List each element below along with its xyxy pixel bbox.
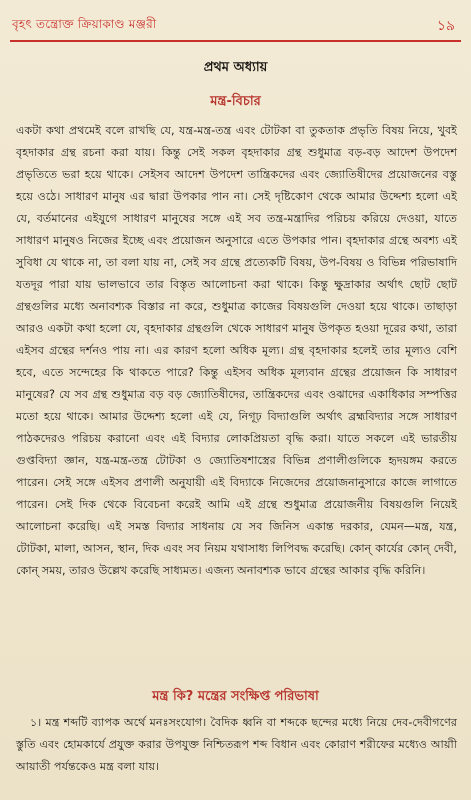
page-number: ১৯ <box>436 18 455 34</box>
running-header <box>10 16 461 42</box>
subsection-title: মন্ত্র কি? মন্ত্রের সংক্ষিপ্ত পরিভাষা <box>152 689 319 704</box>
clause-paragraph: ১। মন্ত্র শব্দটি ব্যাপক অর্থে মনঃসংযোগ। বৈদিক ধ্বনি বা শব্দকে ছন্দের মধ্যে নিয়ে দেব-দেবীগণের স্তুতি এবং হোমকার্যে প্রযুক্ত করার উপযুক্ত নিশ্চিতরূপ শব্দ বিধান এবং কোরাণ শরীফের মধ্যেও আয়াী আয়াতী পর্যন্তকেও মন্ত্র বলা যায়। <box>16 716 457 773</box>
running-title: বৃহৎ তন্ত্রোক্ত ক্রিয়াকাণ্ড মঞ্জরী <box>12 17 157 31</box>
section-body <box>16 120 457 582</box>
section-title: মন্ত্র-বিচার <box>210 94 261 109</box>
subsection-body <box>16 712 457 778</box>
section-paragraph: একটা কথা প্রথমেই বলে রাখছি যে, যন্ত্র-মন্ত্র-তন্ত্র এবং টোটকা বা তুকতাক প্রভৃতি বিষয় নিয়ে, খুবই বৃহদাকার গ্রন্থ রচনা করা যায়। কিন্তু সেই সকল বৃহদাকার গ্রন্থ শুধুমাত্র বড়-বড় আদেশ উপদেশ প্রভৃতিতে ভরা হয়ে থাকে। সেইসব আদেশ উপদেশ তান্ত্রিকদের এবং জ্যোতিষীদের প্রয়োজনের বস্তু হয়ে ওঠে। সাধারণ মানুষ এর দ্বারা উপকার পান না। সেই দৃষ্টিকোণ থেকে আমার উদ্দেশ্য হলো এই যে, বর্তমানের এইযুগে সাধারণ মানুষের সঙ্গে এই সব তন্ত্র-মন্ত্রাদির পরিচয় করিয়ে দেওয়া, যাতে সাধারণ মানুষও নিজের ইচ্ছে এবং প্রয়োজন অনুসারে এতে উপকার পান। বৃহদাকার গ্রন্থে অবশ্য এই সুবিধা যে থাকে না, তা বলা যায় না, সেই সব গ্রন্থে প্রত্যেকটি বিষয়, উপ-বিষয় ও বিভিন্ন পরিভাষাদি যতদূর পারা যায় ভালভাবে তার বিস্তৃত আলোচনা করা থাকে। কিন্তু ক্ষুদ্রাকার অর্থাৎ ছোট ছোট গ্রন্থগুলির মধ্যে অনাবশ্যক বিস্তার না করে, শুধুমাত্র কাজের বিষয়গুলি দেওয়া হয়ে থাকে। তাছাড়া আরও একটা কথা হলো যে, বৃহদাকার গ্রন্থগুলি থেকে সাধারণ মানুষ উপকৃত হওয়া দূরের কথা, তারা এইসব গ্রন্থের দর্শনও পায় না। এর কারণ হলো অধিক মূল্য। গ্রন্থ বৃহদাকার হলেই তার মূল্যও বেশি হবে, এতে সন্দেহের কি থাকতে পারে? কিন্তু এইসব অধিক মূল্যবান গ্রন্থের প্রয়োজন কি সাধারণ মানুষের? যে সব গ্রন্থ শুধুমাত্র বড় বড় জ্যোতিষীদের, তান্ত্রিকদের এবং ওঝাদের একাধিকার সম্পত্তির মতো হয়ে থাকে। আমার উদ্দেশ্য হলো এই যে, নিগূঢ় বিদ্যাগুলি অর্থাৎ ব্রহ্মবিদ্যার সঙ্গে সাধারণ পাঠকদেরও পরিচয় করানো এবং এই বিদ্যার লোকপ্রিয়তা বৃদ্ধি করা। যাতে সকলে এই ভারতীয় গুপ্তবিদ্যা জ্ঞান, যন্ত্র-মন্ত্র-তন্ত্র টোটকা ও জ্যোতিষশাস্ত্রের বিভিন্ন প্রণালীগুলিকে হৃদয়ঙ্গম করতে পারেন। সেই সঙ্গে এইসব প্রণালী অনুযায়ী এই বিদ্যাকে নিজেদের প্রয়োজনানুসারে কাজে লাগাতে পারেন। সেই দিক থেকে বিবেচনা করেই আমি এই গ্রন্থে শুধুমাত্র প্রয়োজনীয় বিষয়গুলি নিয়েই আলোচনা করেছি। এই সমস্ত বিদ্যার সাধনায় যে সব জিনিস একান্ত দরকার, যেমন—মন্ত্র, যন্ত্র, টোটকা, মালা, আসন, স্থান, দিক এবং সব নিয়ম যথাসাধ্য লিপিবদ্ধ করেছি। কোন্ কার্যের কোন্ দেবী, কোন্ সময়, তারও উল্লেখ করেছি সাধ্যমত। এজন্য অনাবশ্যক ভাবে গ্রন্থের আকার বৃদ্ধি করিনি। <box>16 124 457 577</box>
chapter-title: প্রথম অধ্যায় <box>203 60 268 75</box>
